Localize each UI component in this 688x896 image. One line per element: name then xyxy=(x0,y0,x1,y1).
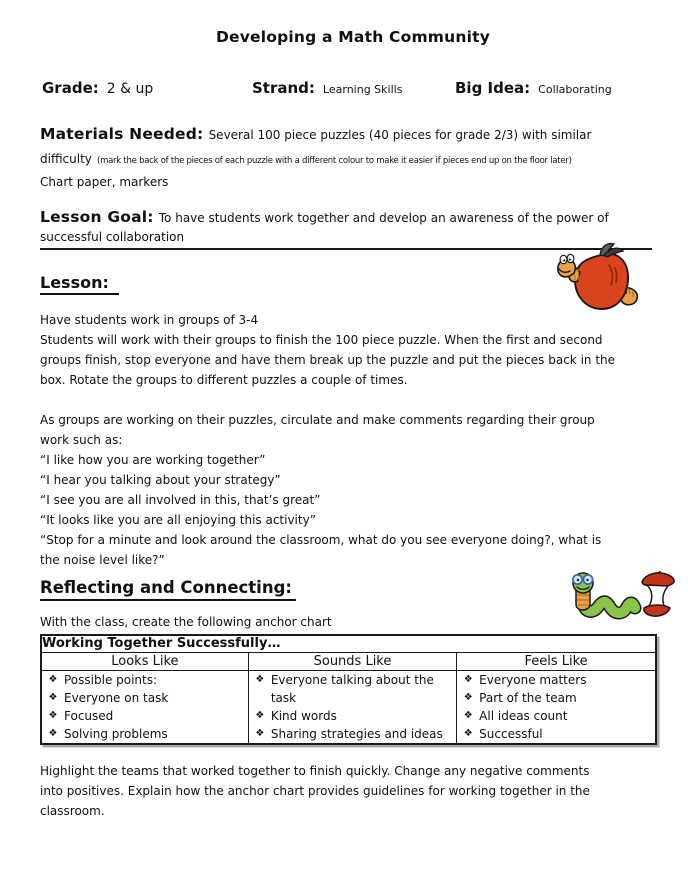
anchor-chart-intro: With the class, create the following anchor chart xyxy=(40,615,332,629)
lesson-goal-section xyxy=(40,206,666,245)
diamond-bullet-icon: ❖ xyxy=(463,674,473,685)
grade-field xyxy=(42,79,153,97)
closing-line: into positives. Explain how the anchor chart provides guidelines for working together in the xyxy=(40,784,590,798)
big-idea-value: Collaborating xyxy=(538,83,612,96)
list-item xyxy=(249,671,456,707)
sounds-like-cell xyxy=(248,671,456,745)
lesson-goal-line2: successful collaboration xyxy=(40,230,185,244)
grade-label: Grade: xyxy=(42,79,99,97)
list-item xyxy=(42,671,248,689)
page-title: Developing a Math Community xyxy=(215,28,491,46)
materials-note: (mark the back of the pieces of each puzzle with a different colour to make it easier if pieces end up on the floor later) xyxy=(97,156,572,166)
lesson-goal-label: Lesson Goal: xyxy=(40,208,154,226)
diamond-bullet-icon: ❖ xyxy=(463,728,473,739)
lesson-paragraph-line: As groups are working on their puzzles, circulate and make comments regarding their group xyxy=(40,413,595,427)
teacher-quote: “I see you are all involved in this, that’s great” xyxy=(40,493,321,507)
lesson-goal-line1: To have students work together and develop an awareness of the power of xyxy=(158,211,609,225)
closing-paragraph xyxy=(40,761,666,821)
list-item-text: Sharing strategies and ideas xyxy=(270,727,443,741)
diamond-bullet-icon: ❖ xyxy=(48,674,58,685)
materials-label: Materials Needed: xyxy=(40,125,204,143)
strand-label: Strand: xyxy=(252,79,315,97)
list-item-text: Successful xyxy=(479,727,543,741)
table-header-row xyxy=(41,653,656,671)
table-content-row xyxy=(41,671,656,745)
list-item-text: Kind words xyxy=(270,709,337,723)
grade-value: 2 & up xyxy=(106,81,154,97)
lesson-heading-text: Lesson: xyxy=(40,273,119,295)
list-item-text: Solving problems xyxy=(64,727,168,741)
teacher-quote: “It looks like you are all enjoying this activity” xyxy=(40,513,316,527)
diamond-bullet-icon: ❖ xyxy=(48,710,58,721)
meta-row xyxy=(40,79,666,101)
lesson-intro: Have students work in groups of 3-4 xyxy=(40,313,259,327)
list-item xyxy=(42,707,248,725)
materials-line1: Several 100 piece puzzles (40 pieces for grade 2/3) with similar xyxy=(208,128,592,142)
list-item-text: Everyone matters xyxy=(479,673,587,687)
lesson-body-1 xyxy=(40,310,666,390)
list-item-text: Focused xyxy=(64,709,114,723)
strand-field xyxy=(252,79,402,97)
list-item xyxy=(42,725,248,743)
list-item xyxy=(457,707,655,725)
teacher-quote: “I hear you talking about your strategy” xyxy=(40,473,281,487)
list-item-text: Everyone on task xyxy=(64,691,169,705)
list-item-text: Everyone talking about the task xyxy=(270,673,434,705)
lesson-paragraph-line: groups finish, stop everyone and have them break up the puzzle and put the pieces back in the xyxy=(40,353,616,367)
diamond-bullet-icon: ❖ xyxy=(48,692,58,703)
closing-line: classroom. xyxy=(40,804,105,818)
lesson-paragraph-line: Students will work with their groups to finish the 100 piece puzzle. When the first and second xyxy=(40,333,603,347)
list-item-text: Possible points: xyxy=(64,673,158,687)
diamond-bullet-icon: ❖ xyxy=(255,728,265,739)
list-item-text: Part of the team xyxy=(479,691,577,705)
feels-like-cell xyxy=(457,671,656,745)
list-item xyxy=(457,725,655,743)
table-title: Working Together Successfully… xyxy=(41,635,656,653)
looks-like-cell xyxy=(41,671,248,745)
lesson-paragraph-line: box. Rotate the groups to different puzzles a couple of times. xyxy=(40,373,408,387)
list-item xyxy=(457,671,655,689)
diamond-bullet-icon: ❖ xyxy=(255,674,265,685)
list-item xyxy=(42,689,248,707)
column-header-sounds-like: Sounds Like xyxy=(248,653,456,671)
diamond-bullet-icon: ❖ xyxy=(48,728,58,739)
list-item-text: All ideas count xyxy=(479,709,568,723)
diamond-bullet-icon: ❖ xyxy=(255,710,265,721)
teacher-quote: “I like how you are working together” xyxy=(40,453,266,467)
apple-with-worm-icon xyxy=(556,242,646,314)
list-item xyxy=(249,725,456,743)
materials-line2: difficulty xyxy=(40,152,92,166)
list-item xyxy=(457,689,655,707)
strand-value: Learning Skills xyxy=(322,83,403,96)
reflecting-heading-text: Reflecting and Connecting: xyxy=(40,578,296,601)
materials-section xyxy=(40,122,666,193)
lesson-paragraph-line: work such as: xyxy=(40,433,123,447)
teacher-quote: “Stop for a minute and look around the classroom, what do you see everyone doing?, what is xyxy=(40,533,602,547)
lesson-body-2 xyxy=(40,410,666,570)
materials-line3: Chart paper, markers xyxy=(40,175,169,189)
big-idea-label: Big Idea: xyxy=(455,79,531,97)
column-header-feels-like: Feels Like xyxy=(457,653,656,671)
column-header-looks-like: Looks Like xyxy=(41,653,248,671)
closing-line: Highlight the teams that worked together to finish quickly. Change any negative comments xyxy=(40,764,590,778)
big-idea-field xyxy=(455,79,612,97)
diamond-bullet-icon: ❖ xyxy=(463,710,473,721)
worm-with-apple-core-icon xyxy=(570,570,678,620)
anchor-chart-table xyxy=(40,634,657,745)
teacher-quote: the noise level like?” xyxy=(40,553,165,567)
diamond-bullet-icon: ❖ xyxy=(463,692,473,703)
list-item xyxy=(249,707,456,725)
table-title-row xyxy=(41,635,656,653)
